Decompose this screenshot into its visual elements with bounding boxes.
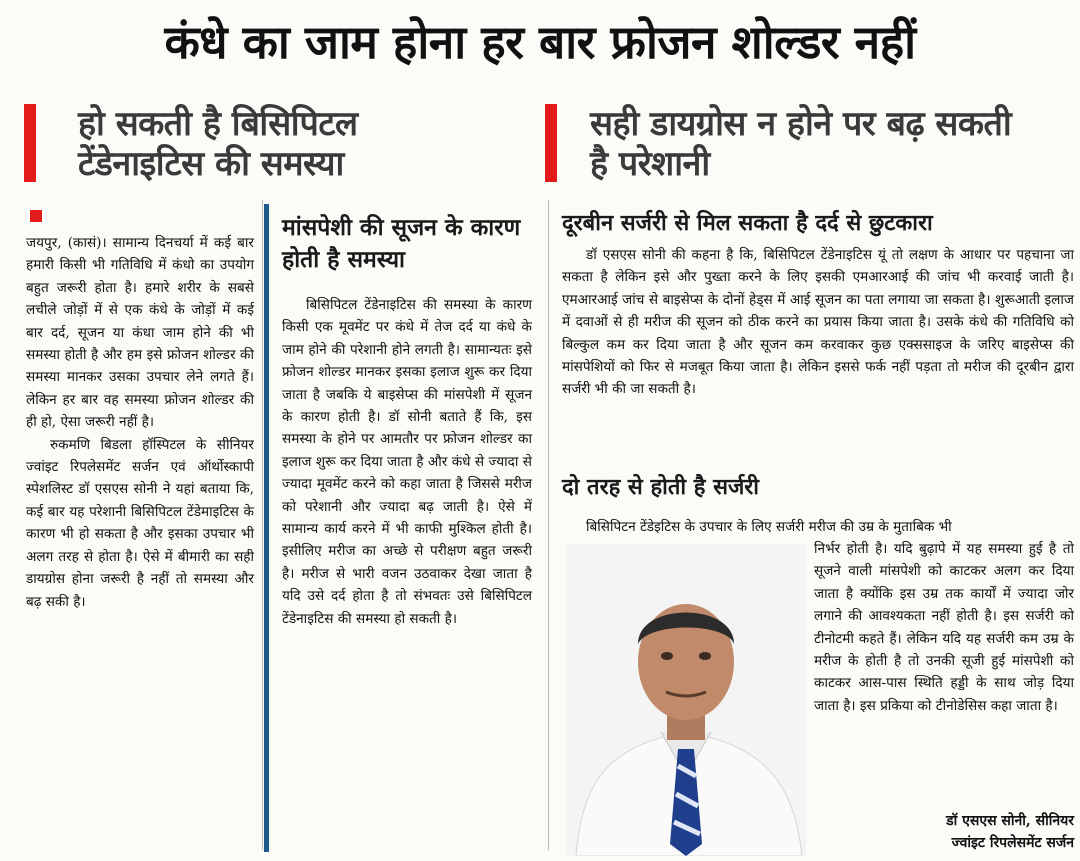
col1-paragraph-2: रुकमणि बिडला हॉस्पिटल के सीनियर ज्वांइट रिपलेसमेंट सर्जन एवं ऑर्थोस्कापी स्पेशलिस्ट डॉ एसएस सोनी ने यहां बताया कि, कई बार यह परेशानी बिसिपिटल टेंडेमाइटिस के कारण भी हो सकता है और इसका उपचार भी अलग तरह से होता है। ऐसे में बीमारी का सही डायग्रोस होना जरूरी है नहीं तो समस्या और बढ़ सकी है। bbox=[26, 436, 254, 610]
section-marker bbox=[30, 210, 42, 222]
dateline: जयपुर, (कासं)। bbox=[26, 235, 107, 251]
column-divider bbox=[262, 200, 263, 850]
column-2-text bbox=[282, 294, 532, 630]
col3-paragraph-1: डॉ एसएस सोनी की कहना है कि, बिसिपिटल टेंडेनाइटिस यूं तो लक्षण के आधार पर पहचाना जा सकता है लेकिन इसे और पुख्ता करने के लिए इसकी एमआरआई की जांच भी करवाई जाती है। एमआरआई जांच से बाइसेप्स के दोनों हेड्स में आई सूजन का पता लगाया जा सकता है। शुरूआती इलाज में दवाओं से ही मरीज की सूजन को ठीक करने का प्रयास किया जाता है। उसके कंधे की गतिविधि को बिल्कुल कम कर दिया जाता है और सूजन कम करवाकर कुछ एक्ससाइज के जरिए बाइसेप्स की मांसपेशियों को फिर से मजबूत किया जाता है। लेकिन इससे फर्क नहीं पड़ता तो मरीज की दूरबीन द्वारा सर्जरी भी की जा सकती है। bbox=[562, 247, 1074, 398]
byline-name: डॉ एसएस सोनी, सीनियर bbox=[946, 813, 1074, 829]
box-accent-rule bbox=[264, 204, 269, 852]
right-subhead: सही डायग्रोस न होने पर बढ़ सकती है परेशानी bbox=[590, 104, 1012, 184]
left-subhead-marker bbox=[24, 104, 36, 182]
col1-paragraph-1: सामान्य दिनचर्या में कई बार हमारी किसी भी गतिविधि में कंधो का उपयोग बहुत जरूरी होता है। हमारे शरीर के सबसे लचीले जोड़ों में से एक कंधे के जोड़ों में कई बार दर्द, सूजन या कंधा जाम होने की भी समस्या होती है और हम इसे फ्रोजन शोल्डर की समस्या मानकर उसका उपचार लेने लगते हैं। लेकिन हर बार वह समस्या फ्रोजन शोल्डर की ही हो, ऐसा जरूरी नहीं है। bbox=[26, 235, 254, 431]
column-divider bbox=[548, 200, 549, 850]
headline: कंधे का जाम होना हर बार फ्रोजन शोल्डर नहीं bbox=[164, 15, 916, 69]
column-1-text bbox=[26, 232, 254, 613]
left-subhead: हो सकती है बिसिपिटल टेंडेनाइटिस की समस्या bbox=[78, 104, 358, 184]
section-title-1: दूरबीन सर्जरी से मिल सकता है दर्द से छुटकारा bbox=[562, 210, 933, 236]
column-3-text-2 bbox=[814, 538, 1074, 717]
right-subhead-marker bbox=[545, 104, 557, 182]
section-title-2: दो तरह से होती है सर्जरी bbox=[562, 474, 759, 500]
col3-paragraph-2: निर्भर होती है। यदि बुढ़ापे में यह समस्या हुई है तो सूजने वाली मांसपेशी को काटकर अलग कर दिया जाता है क्योंकि इस उम्र तक कार्यों में ज्यादा जोर लगाने की आवश्यकता नहीं होती है। इस सर्जरी को टीनोटमी कहते हैं। लेकिन यदि यह सर्जरी कम उम्र के मरीज के होती है तो उनकी सूजी हुई मांसपेशी को काटकर आस-पास स्थिति हड्डी के साथ जोड़ दिया जाता है। इस प्रकिया को टीनोडेसिस कहा जाता है। bbox=[814, 541, 1074, 714]
byline-title: ज्वांइट रिपलेसमेंट सर्जन bbox=[951, 835, 1074, 851]
box-title: मांसपेशी की सूजन के कारण होती है समस्या bbox=[282, 214, 521, 273]
col2-paragraph: बिसिपिटल टेंडेनाइटिस की समस्या के कारण किसी एक मूवमेंट पर कंधे में तेज दर्द या कंधे के जाम होने की परेशानी होने लगती है। सामान्यतः इसे फ्रोजन शोल्डर मानकर इसका इलाज शुरू कर दिया जाता है जबकि ये बाइसेप्स की मांसपेशी में सूजन के कारण होती है। डॉ सोनी बताते हैं कि, इस समस्या के होने पर आमतौर पर फ्रोजन शोल्डर का इलाज शुरू कर दिया जाता है और कंधे से ज्यादा से ज्यादा मूवमेंट करने को कहा जाता है जिससे मरीज को परेशानी और ज्यादा बढ़ जाती है। ऐसे में सामान्य कार्य करने में भी काफी मुश्किल होती है। इसीलिए मरीज का अच्छे से परीक्षण बहुत जरूरी है। मरीज से भारी वजन उठवाकर देखा जाता है यदि उसे दर्द होता है तो संभवतः उसे बिसिपिटल टेंडेनाइटिस की समस्या हो सकती है। bbox=[282, 297, 532, 627]
byline bbox=[814, 810, 1074, 854]
column-3-text-1 bbox=[562, 244, 1074, 401]
column-3-lead bbox=[562, 516, 1074, 538]
col3-lead-line: बिसिपिटन टेंडेइटिस के उपचार के लिए सर्जरी मरीज की उम्र के मुताबिक भी bbox=[586, 519, 952, 535]
doctor-photo bbox=[566, 544, 806, 856]
